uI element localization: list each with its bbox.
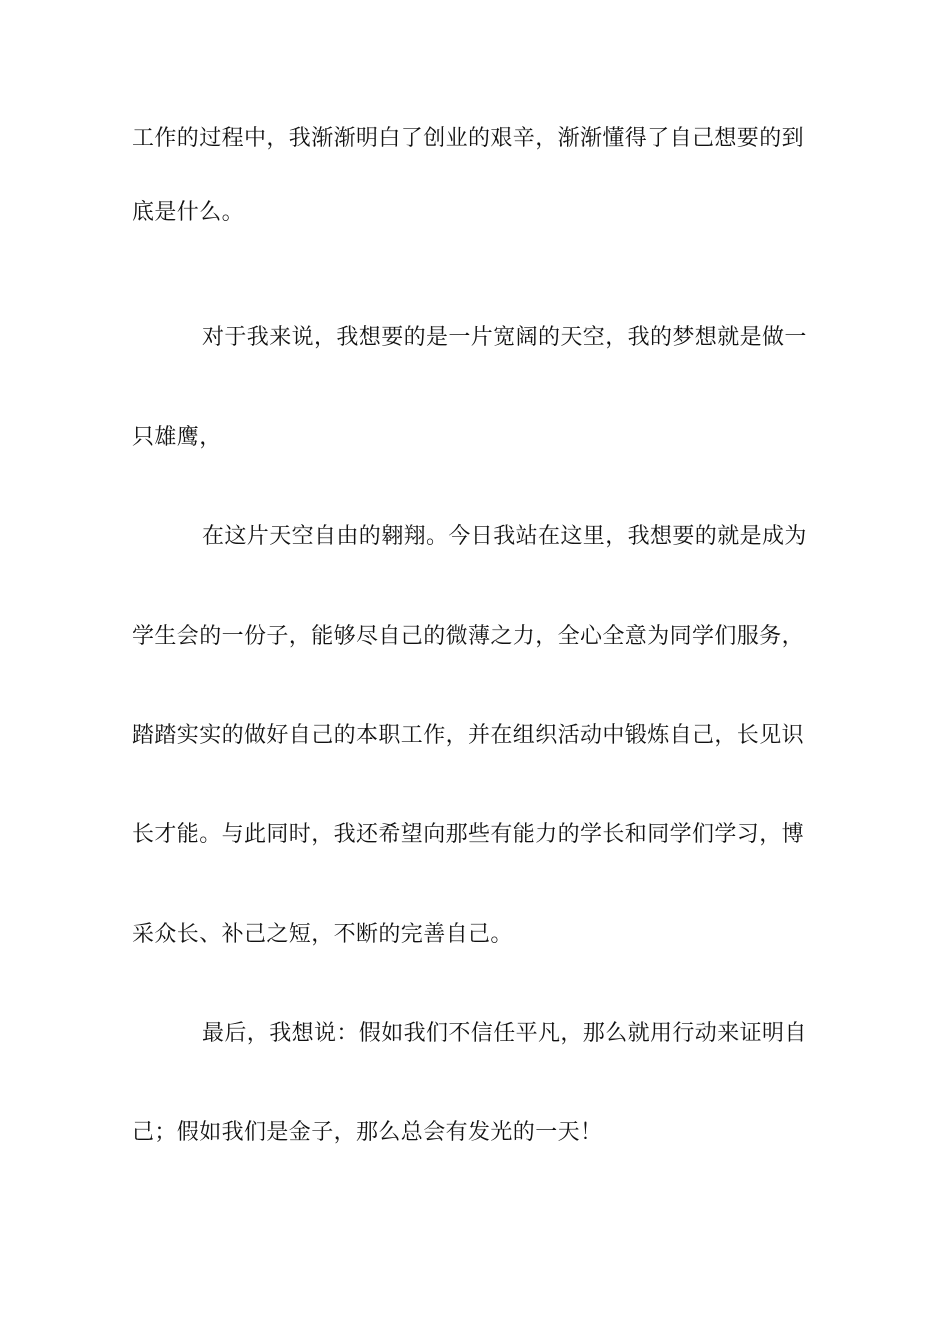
paragraph-start-line: 最后，我想说：假如我们不信任平凡，那么就用行动来证明自 <box>202 1021 807 1046</box>
text-line: 踏踏实实的做好自己的本职工作，并在组织活动中锻炼自己，长见识 <box>132 723 805 748</box>
text-line: 只雄鹰， <box>132 425 222 450</box>
paragraph-start-line: 在这片天空自由的翱翔。今日我站在这里，我想要的就是成为 <box>202 524 807 549</box>
text-line: 采众长、补己之短，不断的完善自己。 <box>132 922 513 947</box>
paragraph-start-line: 对于我来说，我想要的是一片宽阔的天空，我的梦想就是做一 <box>202 325 807 350</box>
text-line: 长才能。与此同时，我还希望向那些有能力的学长和同学们学习，博 <box>132 822 805 847</box>
text-line: 工作的过程中，我渐渐明白了创业的艰辛，渐渐懂得了自己想要的到 <box>132 126 805 151</box>
text-line: 学生会的一份子，能够尽自己的微薄之力，全心全意为同学们服务， <box>132 624 805 649</box>
text-line: 己；假如我们是金子，那么总会有发光的一天！ <box>132 1120 603 1145</box>
text-line: 底是什么。 <box>132 200 245 225</box>
